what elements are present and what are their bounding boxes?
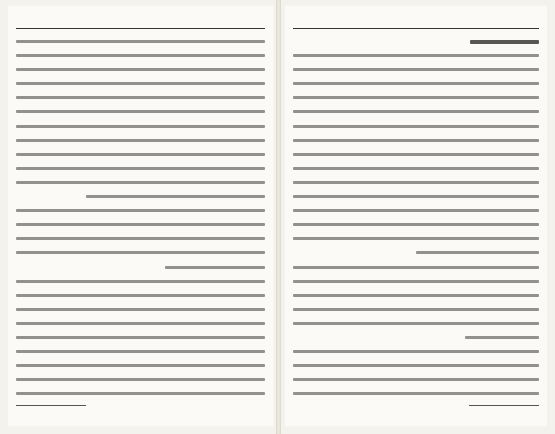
text-line bbox=[293, 119, 539, 133]
text-line bbox=[293, 386, 539, 400]
text-line bbox=[293, 147, 539, 161]
text-line bbox=[293, 34, 539, 48]
text-line bbox=[16, 316, 265, 330]
text-line bbox=[293, 161, 539, 175]
text-line bbox=[293, 260, 539, 274]
text-line bbox=[16, 133, 265, 147]
text-line bbox=[16, 344, 265, 358]
text-line bbox=[293, 316, 539, 330]
text-line bbox=[16, 302, 265, 316]
text-line bbox=[293, 175, 539, 189]
text-line bbox=[293, 217, 539, 231]
text-line bbox=[16, 245, 265, 259]
text-line bbox=[16, 358, 265, 372]
text-line bbox=[16, 147, 265, 161]
text-line bbox=[16, 119, 265, 133]
right-footnote-rule bbox=[469, 405, 539, 406]
text-line bbox=[16, 34, 265, 48]
text-line bbox=[293, 90, 539, 104]
text-line bbox=[293, 288, 539, 302]
text-line bbox=[293, 231, 539, 245]
text-line bbox=[293, 302, 539, 316]
left-page-header bbox=[16, 12, 265, 26]
text-line bbox=[293, 76, 539, 90]
right-body-text bbox=[293, 34, 539, 404]
text-line bbox=[16, 231, 265, 245]
text-line bbox=[293, 48, 539, 62]
text-line bbox=[16, 203, 265, 217]
book-gutter bbox=[276, 0, 281, 434]
text-line bbox=[293, 189, 539, 203]
text-line bbox=[16, 48, 265, 62]
text-line bbox=[293, 62, 539, 76]
right-page bbox=[285, 6, 547, 426]
text-line bbox=[16, 161, 265, 175]
text-line bbox=[293, 104, 539, 118]
text-line bbox=[293, 372, 539, 386]
text-line bbox=[16, 217, 265, 231]
text-line bbox=[16, 274, 265, 288]
text-line bbox=[16, 76, 265, 90]
text-line bbox=[16, 62, 265, 76]
text-line bbox=[16, 372, 265, 386]
text-line bbox=[16, 189, 265, 203]
text-line bbox=[16, 386, 265, 400]
right-page-header bbox=[293, 12, 539, 26]
text-line bbox=[293, 274, 539, 288]
text-line bbox=[293, 330, 539, 344]
text-line bbox=[16, 288, 265, 302]
text-line bbox=[16, 330, 265, 344]
text-line bbox=[293, 344, 539, 358]
text-line bbox=[16, 90, 265, 104]
right-header-rule bbox=[293, 28, 539, 29]
left-body-text bbox=[16, 34, 265, 404]
left-page bbox=[8, 6, 273, 426]
text-line bbox=[16, 260, 265, 274]
text-line bbox=[293, 245, 539, 259]
text-line bbox=[16, 104, 265, 118]
left-header-rule bbox=[16, 28, 265, 29]
left-footnote-rule bbox=[16, 405, 86, 406]
text-line bbox=[293, 358, 539, 372]
text-line bbox=[293, 133, 539, 147]
text-line bbox=[16, 175, 265, 189]
text-line bbox=[293, 203, 539, 217]
